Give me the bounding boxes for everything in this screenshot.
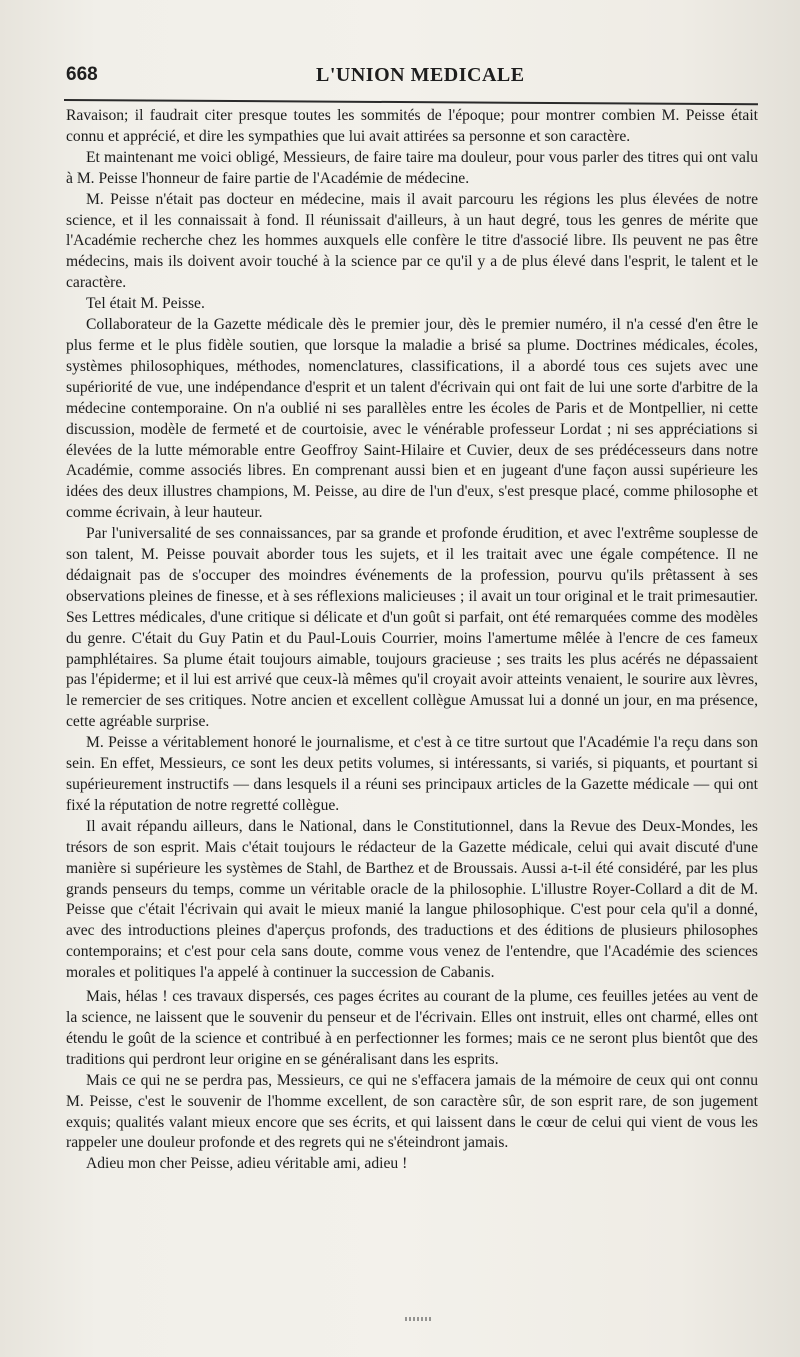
paragraph: Ravaison; il faudrait citer presque toutes les sommités de l'époque; pour montrer combien M. Peisse était connu et apprécié, et dire les sympathies que lui avait attirées sa personne et son caractère.: [66, 107, 758, 145]
paragraph: Mais, hélas ! ces travaux dispersés, ces pages écrites au courant de la plume, ces feuilles jetées au vent de la science, ne laissent que le souvenir du penseur et de l'écrivain. Elles ont instruit, elles ont charmé, elles ont étendu le goût de la science et contribué à en perfectionner les formes; mais ce ne seront plus bientôt que des traditions qui perdront leur origine en se généralisant dans les esprits.: [66, 988, 758, 1068]
paragraph: Il avait répandu ailleurs, dans le National, dans le Constitutionnel, dans la Revue des Deux-Mondes, les trésors de son esprit. Mais c'était toujours le rédacteur de la Gazette médicale, celui qui avait discuté d'une manière si supérieure les systèmes de Stahl, de Barthez et de Broussais. Aussi a-t-il été considéré, par les plus grands penseurs du temps, comme un véritable oracle de la philosophie. L'illustre Royer-Collard a dit de M. Peisse que c'était l'écrivain qui avait le mieux manié la langue philosophique. C'est pour cela qu'il a donné, avec des introductions pleines d'aperçus profonds, des traductions et des éditions de plusieurs philosophes contemporains; et c'est pour cela sans doute, comme vous venez de l'entendre, que l'Académie des sciences morales et politiques l'a appelé à continuer la succession de Cabanis.: [66, 817, 758, 982]
page-number: 668: [66, 64, 98, 85]
running-title: L'UNION MEDICALE: [316, 64, 525, 86]
paragraph: Par l'universalité de ses connaissances, par sa grande et profonde érudition, et avec l'extrême souplesse de son talent, M. Peisse pouvait aborder tous les sujets, et il les traitait avec une égale compétence. Il ne dédaignait pas de s'occuper des moindres événements de la profession, pourvu qu'ils prêtassent à ses observations pleines de finesse, et à ses réflexions malicieuses ; il avait un tour original et le trait primesautier. Ses Lettres médicales, d'une critique si délicate et d'un goût si parfait, ont été remarquées comme des modèles du genre. C'était du Guy Patin et du Paul-Louis Courrier, moins l'amertume mêlée à l'encre de ces fameux pamphlétaires. Sa plume était toujours aimable, toujours gracieuse ; ses traits les plus acérés ne dépassaient pas l'épiderme; et il lui est arrivé que ceux-là mêmes qu'il croyait avoir atteints venaient, le sourire aux lèvres, le remercier de ses critiques. Notre ancien et excellent collègue Amussat lui a donné un jour, en ma présence, cette agréable surprise.: [66, 525, 758, 731]
article-body: [66, 106, 758, 1175]
closing-line: Adieu mon cher Peisse, adieu véritable ami, adieu !: [86, 1155, 408, 1173]
paragraph: Mais ce qui ne se perdra pas, Messieurs, ce qui ne s'effacera jamais de la mémoire de ceux qui ont connu M. Peisse, c'est le souvenir de l'homme excellent, de son caractère sûr, de son esprit rare, de son jugement exquis; qualités valant mieux encore que ses écrits, et qui laissent dans le cœur de celui qui vient de vous les rappeler une douleur profonde et des regrets qui ne s'éteindront jamais.: [66, 1071, 758, 1152]
paragraph: Et maintenant me voici obligé, Messieurs, de faire taire ma douleur, pour vous parler des titres qui ont valu à M. Peisse l'honneur de faire partie de l'Académie de médecine.: [66, 148, 758, 187]
printer-mark: [405, 1317, 433, 1321]
paragraph: M. Peisse n'était pas docteur en médecine, mais il avait parcouru les régions les plus élevées de notre science, et il les connaissait à fond. Il réunissait d'ailleurs, à un haut degré, tous les genres de mérite que l'Académie recherche chez les hommes auxquels elle confère le titre d'associé libre. Ils peuvent ne pas être médecins, mais ils doivent avoir touché à la science par ce qu'il y a de plus élevé dans l'esprit, le talent et le caractère.: [66, 190, 758, 292]
paragraph: Collaborateur de la Gazette médicale dès le premier jour, dès le premier numéro, il n'a cessé d'en être le plus ferme et le plus fidèle soutien, que lorsque la maladie a brisé sa plume. Doctrines médicales, écoles, systèmes philosophiques, méthodes, nomenclatures, classifications, il a abordé tous ces sujets avec une supériorité de vue, une indépendance d'esprit et un talent d'écrivain qui ont fait de lui une sorte d'arbitre de la médecine contemporaine. On n'a oublié ni ses parallèles entre les écoles de Paris et de Montpellier, ni cette discussion, modèle de fermeté et de courtoisie, avec le vénérable professeur Lordat ; ni ses appréciations si élevées de la lutte mémorable entre Geoffroy Saint-Hilaire et Cuvier, deux de ses prédécesseurs dans notre Académie, comme associés libres. En comprenant aussi bien et en jugeant d'une façon aussi supérieure les idées des deux illustres champions, M. Peisse, au dire de l'un d'eux, s'est presque placé, comme philosophe et comme écrivain, à leur hauteur.: [66, 316, 758, 522]
page-header: [66, 64, 756, 90]
header-rule: [64, 99, 758, 105]
paragraph: Tel était M. Peisse.: [86, 295, 205, 313]
paragraph: M. Peisse a véritablement honoré le journalisme, et c'est à ce titre surtout que l'Académie l'a reçu dans son sein. En effet, Messieurs, ce sont les deux petits volumes, si intéressants, si variés, si piquants, et pourtant si supérieurement instructifs — dans lesquels il a réuni ses principaux articles de la Gazette médicale — qui ont fixé la réputation de notre regretté collègue.: [66, 734, 758, 814]
